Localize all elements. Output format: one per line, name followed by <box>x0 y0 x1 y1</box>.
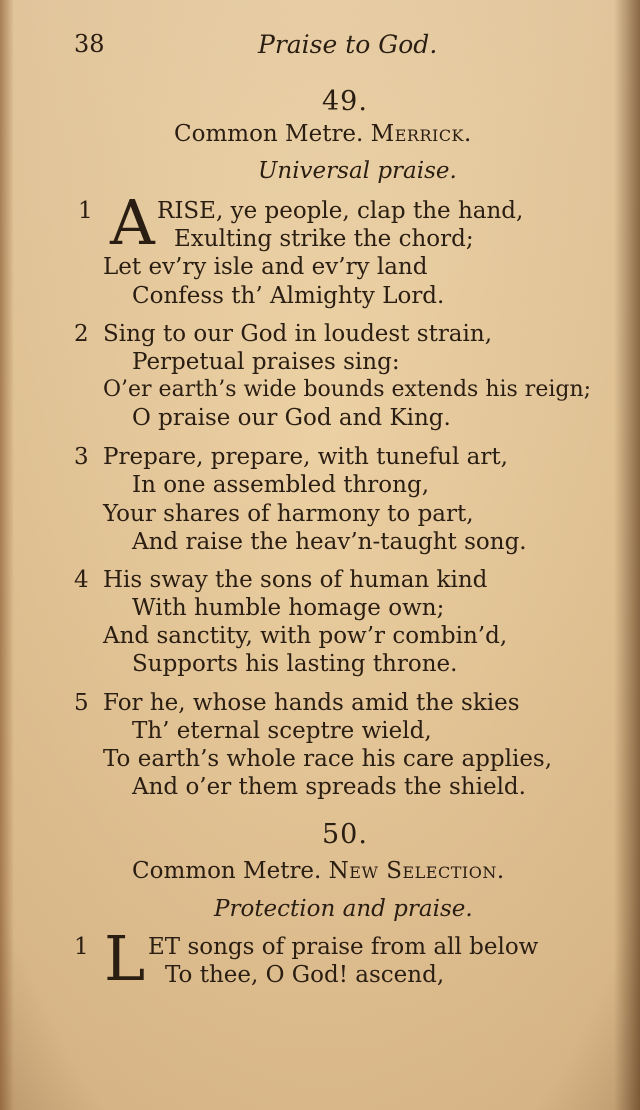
verse-line: ET songs of praise from all below <box>148 934 539 960</box>
tune-author: Merrick. <box>370 121 472 147</box>
verse-number: 1 <box>74 934 89 960</box>
hymn-subject: Universal praise. <box>258 158 457 184</box>
verse-line: Perpetual praises sing: <box>132 349 400 375</box>
verse-line: Sing to our God in loudest strain, <box>103 321 493 347</box>
verse-line: With humble homage own; <box>132 595 445 621</box>
running-title: Praise to God. <box>258 30 438 59</box>
page-edge-shadow-right <box>614 0 640 1110</box>
hymn-subject: Protection and praise. <box>214 896 473 922</box>
hymn-metre-line <box>174 121 472 147</box>
hymn-metre-line <box>132 858 505 884</box>
verse-line: And o’er them spreads the shield. <box>132 774 526 800</box>
verse-line: Your shares of harmony to part, <box>103 501 474 527</box>
verse-line: And sanctity, with pow’r combin’d, <box>103 623 508 649</box>
metre-label: Common Metre. <box>174 121 364 147</box>
tune-author: New Selection. <box>328 858 505 884</box>
page-edge-shadow-left <box>0 0 14 1110</box>
verse-line: Supports his lasting throne. <box>132 651 458 677</box>
verse-line: Prepare, prepare, with tuneful art, <box>103 444 508 470</box>
metre-label: Common Metre. <box>132 858 322 884</box>
verse-line: His sway the sons of human kind <box>103 567 488 593</box>
verse-line: Confess th’ Almighty Lord. <box>132 283 445 309</box>
verse-line: To thee, O God! ascend, <box>165 962 445 988</box>
verse-number: 5 <box>74 690 89 716</box>
verse-line: O’er earth’s wide bounds extends his reign; <box>103 377 592 402</box>
verse-line: O praise our God and King. <box>132 405 451 431</box>
hymn-number: 50. <box>322 819 368 850</box>
verse-line: Exulting strike the chord; <box>174 226 474 252</box>
hymn-number: 49. <box>322 86 368 117</box>
verse-line: And raise the heav’n-taught song. <box>132 529 527 555</box>
verse-number: 1 <box>78 198 93 224</box>
verse-line: RISE, ye people, clap the hand, <box>157 198 524 224</box>
drop-cap: A <box>110 186 155 259</box>
verse-number: 2 <box>74 321 89 347</box>
verse-line: To earth’s whole race his care applies, <box>103 746 553 772</box>
drop-cap: L <box>104 922 146 995</box>
verse-number: 3 <box>74 444 89 470</box>
verse-line: Let ev’ry isle and ev’ry land <box>103 254 428 280</box>
verse-line: In one assembled throng, <box>132 472 430 498</box>
verse-line: For he, whose hands amid the skies <box>103 690 520 716</box>
verse-number: 4 <box>74 567 89 593</box>
page-number: 38 <box>74 30 105 58</box>
verse-line: Th’ eternal sceptre wield, <box>132 718 432 744</box>
